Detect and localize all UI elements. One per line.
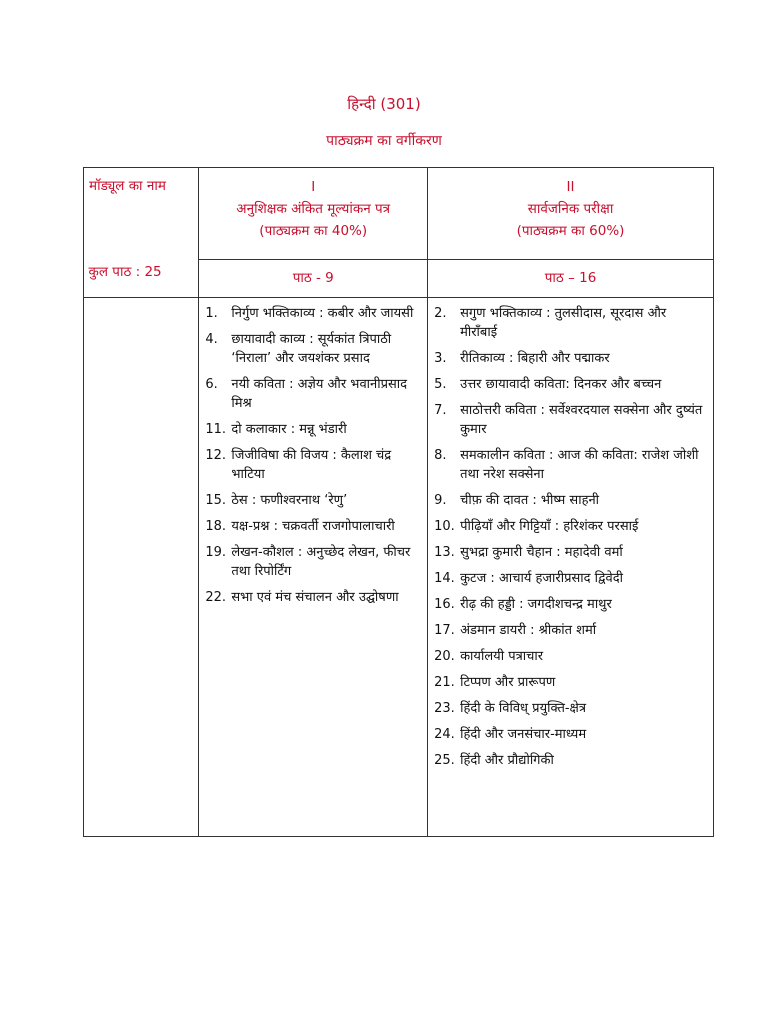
lesson-title: यक्ष-प्रश्न : चक्रवर्ती राजगोपालाचारी [231, 519, 395, 534]
lesson-number: 23. [434, 701, 455, 716]
lesson-title: रीतिकाव्य : बिहारी और पद्माकर [460, 351, 610, 366]
lesson-item [205, 491, 421, 510]
lesson-item [205, 330, 421, 368]
lesson-number: 11. [205, 422, 227, 437]
lesson-item [434, 375, 707, 394]
lesson-title: ठेस : फणीश्वरनाथ ‘रेणु’ [231, 493, 348, 508]
lesson-number: 8. [434, 448, 447, 463]
lesson-title: कार्यालयी पत्राचार [460, 649, 544, 664]
lesson-title: सभा एवं मंच संचालन और उद्घोषणा [231, 590, 399, 605]
lesson-number: 1. [205, 306, 218, 321]
tutor-assessment-lessons [199, 298, 428, 837]
lesson-item [434, 569, 707, 588]
public-exam-name: सार्वजनिक परीक्षा [527, 201, 614, 217]
lesson-item [205, 446, 421, 484]
public-exam-lessons [428, 298, 714, 837]
lesson-item [434, 543, 707, 562]
lesson-title: जिजीविषा की विजय : कैलाश चंद्र भाटिया [231, 448, 392, 482]
lesson-number: 22. [205, 590, 227, 605]
tutor-assessment-share: (पाठ्यक्रम का 40%) [259, 223, 368, 239]
lesson-item [205, 543, 421, 581]
lesson-title: निर्गुण भक्तिकाव्य : कबीर और जायसी [231, 306, 414, 321]
lesson-number: 5. [434, 377, 447, 392]
lesson-number: 15. [205, 493, 227, 508]
module-name-label: मॉड्यूल का नाम [89, 178, 166, 194]
lesson-title: नयी कविता : अज्ञेय और भवानीप्रसाद मिश्र [231, 377, 408, 411]
lesson-title: हिंदी के विविध् प्रयुक्ति-क्षेत्र [460, 701, 587, 716]
syllabus-table [83, 167, 714, 837]
lesson-title: हिंदी और जनसंचार-माध्यम [460, 727, 587, 742]
lesson-item [205, 420, 421, 439]
tutor-assessment-lesson-count: पाठ - 9 [199, 260, 428, 298]
public-exam-numeral: II [566, 179, 575, 195]
lesson-item [434, 491, 707, 510]
total-lessons-label: कुल पाठ : 25 [88, 263, 162, 280]
lesson-item [434, 517, 707, 536]
lesson-item [434, 751, 707, 770]
lesson-title: सगुण भक्तिकाव्य : तुलसीदास, सूरदास और मीराँबाई [460, 306, 667, 340]
lesson-number: 13. [434, 545, 455, 560]
lesson-title: उत्तर छायावादी कविता: दिनकर और बच्चन [460, 377, 662, 392]
lesson-item [434, 647, 707, 666]
lesson-number: 16. [434, 597, 455, 612]
lesson-item [205, 375, 421, 413]
lesson-number: 24. [434, 727, 455, 742]
empty-module-cell [84, 298, 199, 837]
lesson-title: अंडमान डायरी : श्रीकांत शर्मा [460, 623, 597, 638]
lesson-number: 18. [205, 519, 227, 534]
lesson-number: 12. [205, 448, 227, 463]
lesson-title: छायावादी काव्य : सूर्यकांत त्रिपाठी ‘निराला’ और जयशंकर प्रसाद [231, 332, 392, 366]
lesson-number: 20. [434, 649, 455, 664]
lesson-number: 17. [434, 623, 455, 638]
page-title: हिन्दी (301) [347, 95, 421, 113]
lesson-number: 7. [434, 403, 447, 418]
lesson-title: टिप्पण और प्रारूपण [460, 675, 556, 690]
lesson-item [205, 517, 421, 536]
lesson-item [205, 588, 421, 607]
module-cell [84, 168, 199, 298]
lesson-item [434, 725, 707, 744]
lesson-number: 6. [205, 377, 218, 392]
lesson-number: 14. [434, 571, 455, 586]
lesson-item [434, 401, 707, 439]
lesson-item [434, 699, 707, 718]
lesson-title: साठोत्तरी कविता : सर्वेश्वरदयाल सक्सेना और दुष्यंत कुमार [460, 403, 703, 437]
lesson-title: हिंदी और प्रौद्योगिकी [460, 753, 554, 768]
lesson-number: 19. [205, 545, 227, 560]
public-exam-header [428, 168, 714, 260]
lesson-title: दो कलाकार : मन्नू भंडारी [231, 422, 347, 437]
lesson-number: 21. [434, 675, 455, 690]
tutor-assessment-numeral: I [311, 179, 316, 195]
lesson-item [434, 673, 707, 692]
lesson-title: लेखन-कौशल : अनुच्छेद लेखन, फीचर तथा रिपोर्टिंग [231, 545, 411, 579]
lesson-item [434, 349, 707, 368]
lesson-title: सुभद्रा कुमारी चैहान : महादेवी वर्मा [460, 545, 623, 560]
page-subtitle: पाठ्यक्रम का वर्गीकरण [326, 133, 442, 149]
lesson-number: 2. [434, 306, 447, 321]
lesson-item [434, 304, 707, 342]
tutor-assessment-lesson-list [199, 298, 427, 607]
lesson-item [434, 595, 707, 614]
lesson-title: पीढ़ियाँ और गिट्टियाँ : हरिशंकर परसाई [460, 519, 639, 534]
public-exam-share: (पाठ्यक्रम का 60%) [516, 223, 625, 239]
lesson-number: 3. [434, 351, 447, 366]
lesson-number: 25. [434, 753, 455, 768]
lesson-item [205, 304, 421, 323]
tutor-assessment-name: अनुशिक्षक अंकित मूल्यांकन पत्र [236, 201, 391, 217]
lesson-title: चीफ़ की दावत : भीष्म साहनी [460, 493, 600, 508]
lesson-title: कुटज : आचार्य हजारीप्रसाद द्विवेदी [460, 571, 624, 586]
public-exam-lesson-count: पाठ – 16 [428, 260, 714, 298]
lesson-item [434, 621, 707, 640]
lesson-item [434, 446, 707, 484]
lesson-number: 9. [434, 493, 447, 508]
lesson-title: रीढ़ की हड्डी : जगदीशचन्द्र माथुर [460, 597, 612, 612]
lesson-number: 4. [205, 332, 218, 347]
lesson-number: 10. [434, 519, 455, 534]
tutor-assessment-header [199, 168, 428, 260]
lesson-title: समकालीन कविता : आज की कविता: राजेश जोशी तथा नरेश सक्सेना [460, 448, 699, 482]
public-exam-lesson-list [428, 298, 713, 770]
